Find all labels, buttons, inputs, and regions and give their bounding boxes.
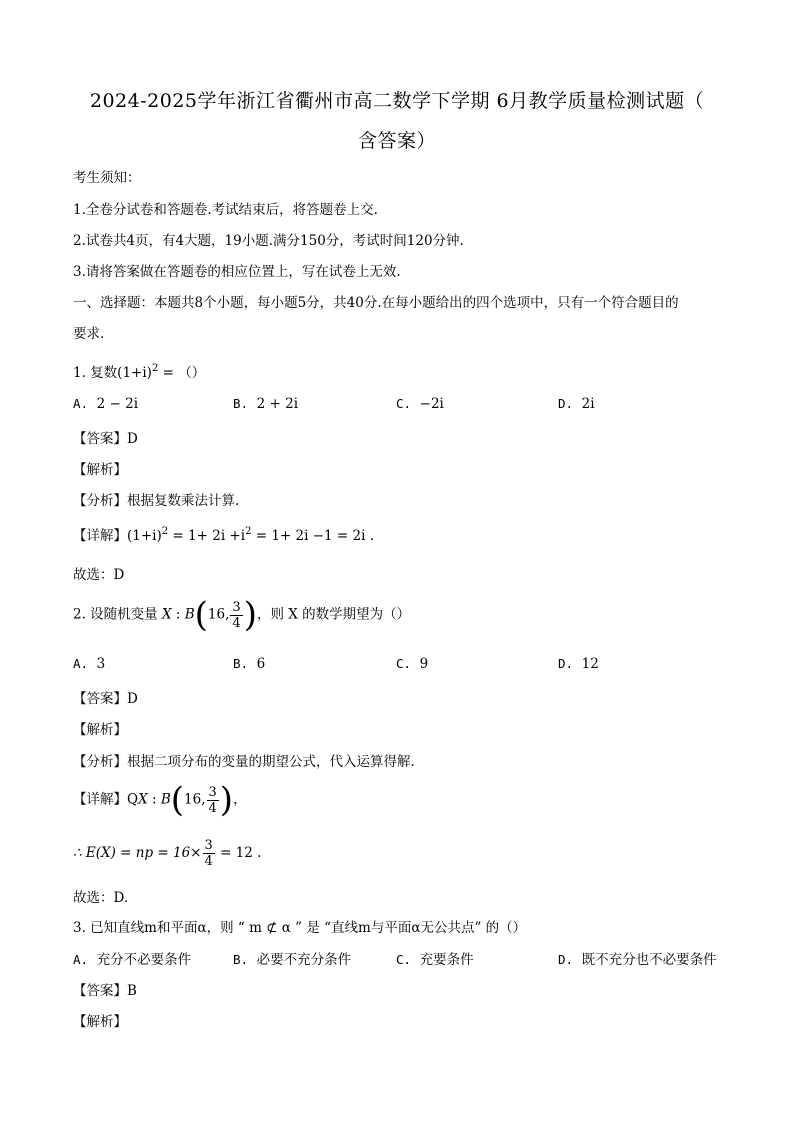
detail-end: = 1+ 2i −1 = 2i . [251,528,375,544]
option-text: −2i [419,396,444,412]
notice-item-2: 2.试卷共4页，有4大题，19小题.满分150分，考试时间120分钟. [73,233,464,249]
option-text: 6 [256,656,266,672]
option-label: C. [396,952,412,967]
q3-option-d [558,948,717,968]
q1-fenxi: 【分析】根据复数乘法计算. [73,493,240,509]
detail-label: 【详解】 [73,791,127,808]
option-label: B. [233,656,249,671]
q2-answer: 【答案】D [73,691,138,707]
option-label: D. [558,952,574,967]
q1-prefix: 1. 复数 [73,365,118,381]
q2-analysis-heading: 【解析】 [73,722,127,738]
detail-exponent: 2 [161,526,169,537]
option-text: 12 [581,656,599,672]
option-text: 3 [96,656,106,672]
q2-prefix: 2. 设随机变量 [73,606,162,623]
q2-var: X [161,606,172,623]
q1-option-b [233,396,298,412]
detail-mid: = 1+ 2i +i [168,528,246,544]
detail-colon: : [147,791,161,808]
q1-suffix: = （） [158,365,206,381]
detail-exponent-2: 2 [245,526,252,537]
question-1 [73,361,205,381]
option-text: 2 + 2i [256,396,299,412]
q2-suffix: ，则 X 的数学期望为（） [256,606,411,623]
option-text: 9 [419,656,429,672]
q1-expr-exponent: 2 [151,363,159,374]
detail-param1: 16, [184,791,206,808]
denominator: 4 [208,800,217,816]
calc-fraction [203,838,215,869]
q2-choice: 故选：D. [73,890,129,906]
detail-tail: ， [233,791,247,808]
q1-analysis-heading: 【解析】 [73,462,127,478]
section1-instructions: 一、选择题：本题共8个小题，每小题5分，共40分.在每小题给出的四个选项中，只有一个符合题目的 [73,295,679,311]
option-text: 2i [581,396,595,412]
detail-var: X [138,791,148,808]
detail-base: (1+i) [127,528,162,544]
q1-detail [73,524,374,544]
q2-param1: 16, [207,606,230,623]
question-2 [73,595,411,635]
q3-option-c [396,948,474,968]
denominator: 4 [232,615,241,631]
option-label: B. [233,952,249,967]
q3-option-a [73,948,191,968]
detail-label: 【详解】 [73,528,127,544]
option-label: A. [73,952,89,967]
option-label: D. [558,656,574,671]
calc-end: = 12 . [215,845,262,861]
q2-option-b [233,656,265,672]
question-3: 3. 已知直线m和平面α，则 “ m ⊄ α ” 是 “直线m与平面α无公共点” 的（） [73,920,527,936]
q2-dist: B [184,606,195,623]
q2-calc [73,838,261,869]
q3-option-b [233,948,351,968]
option-text: 既不充分也不必要条件 [581,952,717,968]
left-paren: ( [170,780,185,820]
q3-analysis-heading: 【解析】 [73,1014,127,1030]
document-title-line1: 2024-2025学年浙江省衢州市高二数学下学期 6月教学质量检测试题（ [89,90,705,112]
q1-option-a [73,396,138,412]
q2-colon: : [171,606,185,623]
denominator: 4 [204,854,213,869]
q2-option-c [396,656,428,672]
notice-item-3: 3.请将答案做在答题卷的相应位置上，写在试卷上无效. [73,264,401,280]
q2-fraction [230,600,242,631]
numerator: 3 [208,784,217,800]
q1-choice: 故选：D [73,567,125,583]
option-text: 必要不充分条件 [256,952,352,968]
q1-option-d [558,396,595,412]
left-paren: ( [194,595,208,635]
option-label: C. [396,656,412,671]
q2-option-a [73,656,105,672]
section1-instructions-cont: 要求. [73,326,105,342]
option-label: C. [396,396,412,411]
numerator: 3 [232,599,241,615]
q2-option-d [558,656,599,672]
q2-detail [73,780,247,820]
option-label: B. [233,396,249,411]
q3-answer: 【答案】B [73,983,137,999]
option-text: 充要条件 [419,952,474,968]
q1-expr-base: (1+i) [117,365,152,381]
q1-answer: 【答案】D [73,431,138,447]
right-paren: ) [243,595,257,635]
notice-item-1: 1.全卷分试卷和答题卷.考试结束后，将答题卷上交. [73,202,378,218]
numerator: 3 [204,838,213,853]
document-title-line2: 含答案） [357,130,436,152]
q2-fenxi: 【分析】根据二项分布的变量的期望公式，代入运算得解. [73,754,415,770]
q1-option-c [396,396,444,412]
calc-prefix: ∴ E(X) = np = 16× [73,845,202,861]
detail-q: Q [127,791,139,808]
right-paren: ) [219,780,234,820]
option-label: A. [73,396,89,411]
option-label: D. [558,396,574,411]
option-label: A. [73,656,89,671]
detail-fraction [207,785,219,816]
option-text: 充分不必要条件 [96,952,192,968]
detail-dist: B [160,791,171,808]
notice-heading: 考生须知： [73,170,141,186]
option-text: 2 − 2i [96,396,139,412]
